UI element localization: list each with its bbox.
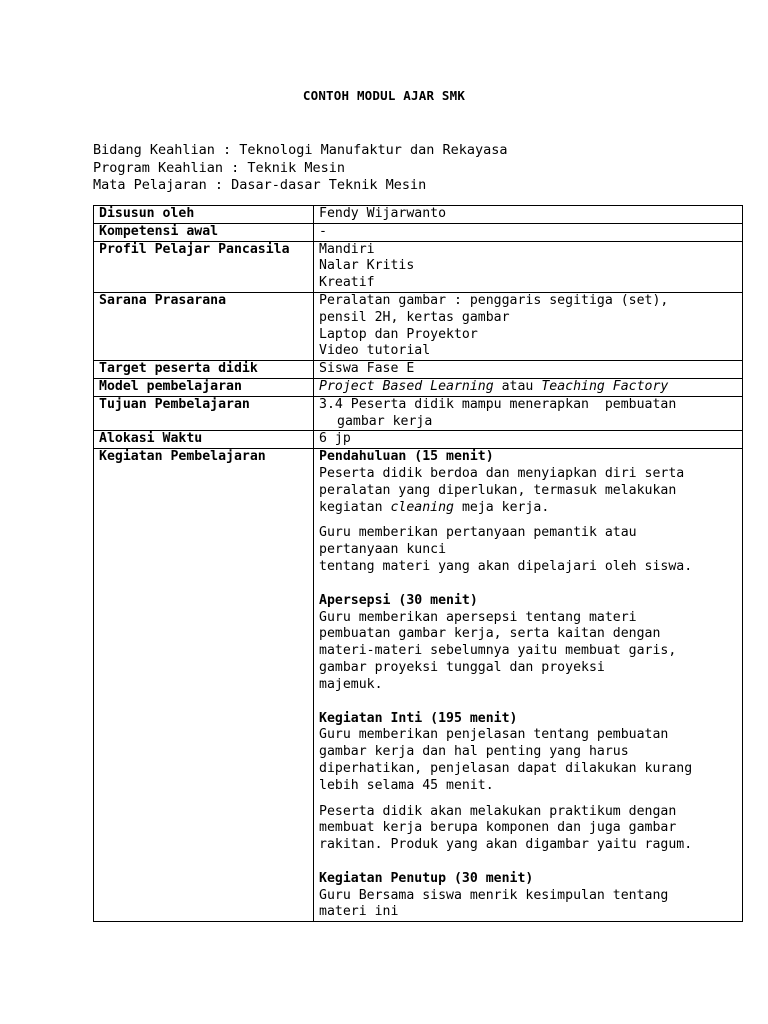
row-label: Profil Pelajar Pancasila <box>94 241 314 292</box>
table-row <box>94 361 743 379</box>
inti-title: Kegiatan Inti (195 menit) <box>319 710 518 726</box>
sarana-line: Laptop dan Proyektor <box>319 326 478 342</box>
inti-line: diperhatikan, penjelasan dapat dilakukan kurang <box>319 760 693 776</box>
row-label: Sarana Prasarana <box>94 292 314 360</box>
tujuan-line: gambar kerja <box>337 413 433 429</box>
inti-line: membuat kerja berupa komponen dan juga gambar <box>319 820 677 836</box>
row-value <box>314 396 743 431</box>
profil-item: Nalar Kritis <box>319 258 415 274</box>
table-row <box>94 292 743 360</box>
row-value <box>314 241 743 292</box>
model-pbl: Project Based Learning <box>319 378 494 394</box>
pendahuluan-line: tentang materi yang akan dipelajari oleh siswa. <box>319 558 693 574</box>
table-row <box>94 431 743 449</box>
row-value: Fendy Wijarwanto <box>314 206 743 224</box>
profil-item: Mandiri <box>319 241 375 257</box>
inti-line: Guru memberikan penjelasan tentang pembuatan <box>319 727 669 743</box>
apersepsi-title: Apersepsi (30 menit) <box>319 592 478 608</box>
penutup-line: materi ini <box>319 904 399 920</box>
penutup-title: Kegiatan Penutup (30 menit) <box>319 870 534 886</box>
profil-item: Kreatif <box>319 275 375 291</box>
row-value: - <box>314 223 743 241</box>
sarana-line: Video tutorial <box>319 343 431 359</box>
bidang-keahlian: Bidang Keahlian : Teknologi Manufaktur dan Rekayasa <box>93 142 508 158</box>
text-fragment: kegiatan <box>319 499 391 515</box>
pendahuluan-line: Peserta didik berdoa dan menyiapkan diri serta <box>319 465 685 481</box>
document-title: CONTOH MODUL AJAR SMK <box>302 88 466 103</box>
inti-line: rakitan. Produk yang akan digambar yaitu ragum. <box>319 837 693 853</box>
module-table <box>93 205 743 922</box>
row-value: 6 jp <box>314 431 743 449</box>
cleaning-term: cleaning <box>390 499 454 515</box>
table-row <box>94 378 743 396</box>
row-value <box>314 378 743 396</box>
apersepsi-line: pembuatan gambar kerja, serta kaitan dengan <box>319 626 661 642</box>
row-label: Alokasi Waktu <box>94 431 314 449</box>
table-row <box>94 241 743 292</box>
inti-line: Peserta didik akan melakukan praktikum dengan <box>319 803 677 819</box>
pendahuluan-line: peralatan yang diperlukan, termasuk melakukan <box>319 482 677 498</box>
tujuan-line: 3.4 Peserta didik mampu menerapkan pembuatan <box>319 396 677 412</box>
row-value <box>314 292 743 360</box>
table-row <box>94 449 743 922</box>
row-label: Disusun oleh <box>94 206 314 224</box>
model-connector: atau <box>493 378 542 394</box>
text-fragment: meja kerja. <box>454 499 550 515</box>
row-value <box>314 449 743 922</box>
model-tefa: Teaching Factory <box>541 378 669 394</box>
row-label: Kompetensi awal <box>94 223 314 241</box>
apersepsi-line: majemuk. <box>319 676 383 692</box>
apersepsi-line: Guru memberikan apersepsi tentang materi <box>319 609 637 625</box>
pendahuluan-line <box>319 500 737 517</box>
pendahuluan-line: pertanyaan kunci <box>319 542 447 558</box>
row-value: Siswa Fase E <box>314 361 743 379</box>
row-label: Kegiatan Pembelajaran <box>94 449 314 922</box>
header-info <box>93 142 508 195</box>
row-label: Tujuan Pembelajaran <box>94 396 314 431</box>
program-keahlian: Program Keahlian : Teknik Mesin <box>93 159 345 176</box>
table-row <box>94 396 743 431</box>
table-row <box>94 223 743 241</box>
sarana-line: Peralatan gambar : penggaris segitiga (set), <box>319 292 669 308</box>
table-row <box>94 206 743 224</box>
inti-line: gambar kerja dan hal penting yang harus <box>319 744 629 760</box>
mata-pelajaran: Mata Pelajaran : Dasar-dasar Teknik Mesin <box>93 177 427 193</box>
apersepsi-line: gambar proyeksi tunggal dan proyeksi <box>319 659 605 675</box>
penutup-line: Guru Bersama siswa menrik kesimpulan tentang <box>319 887 669 903</box>
pendahuluan-title: Pendahuluan (15 menit) <box>319 449 494 465</box>
row-label: Model pembelajaran <box>94 378 314 396</box>
apersepsi-line: materi-materi sebelumnya yaitu membuat garis, <box>319 643 677 659</box>
inti-line: lebih selama 45 menit. <box>319 777 494 793</box>
sarana-line: pensil 2H, kertas gambar <box>319 309 510 325</box>
row-label: Target peserta didik <box>94 361 314 379</box>
pendahuluan-line: Guru memberikan pertanyaan pemantik atau <box>319 525 637 541</box>
